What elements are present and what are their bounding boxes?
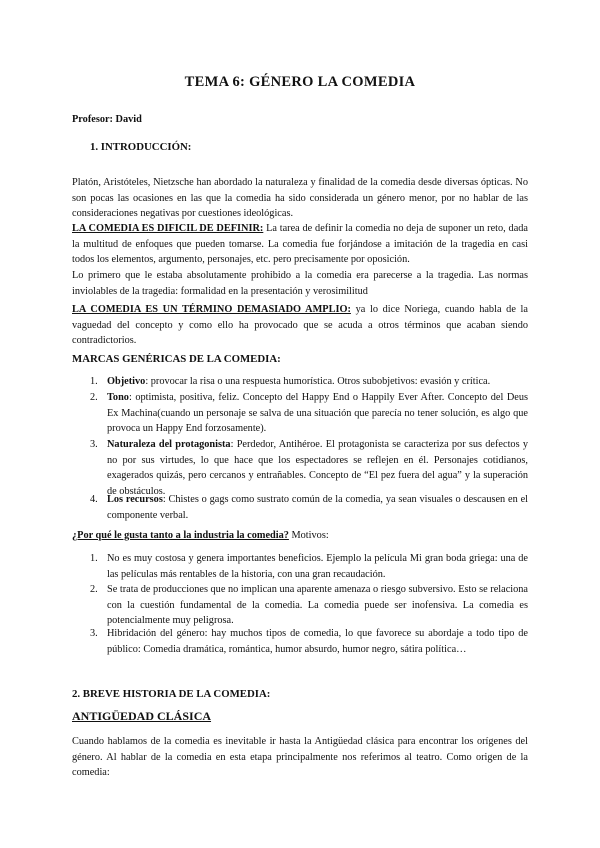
difficult-lead: LA COMEDIA ES DIFICIL DE DEFINIR: xyxy=(72,223,264,234)
mark-text: : Perdedor, Antihéroe. El protagonista se caracteriza por sus defectos y no por sus virtudes, lo que hace que los espectadores se reflejen en él. Personajes cotidianos, exagerados quizás, pero cercanos y entrañables. Concepto de “El pez fuera del agua” y la superación de obstáculos. xyxy=(107,439,528,497)
mark-term: Objetivo xyxy=(107,376,146,387)
difficult-text: La tarea de definir la comedia no deja de suponer un reto, dada la multitud de enfoques que pueden tomarse. La comedia fue forjándose a imitación de la tragedia en casi todos los elementos, argumento, personajes, etc. pero precisamente por oposición. xyxy=(72,223,528,265)
document-title: TEMA 6: GÉNERO LA COMEDIA xyxy=(184,74,416,90)
broad-lead: LA COMEDIA ES UN TÉRMINO DEMASIADO AMPLIO: xyxy=(72,304,351,315)
marks-heading: MARCAS GENÉRICAS DE LA COMEDIA: xyxy=(72,353,281,365)
why-paragraph xyxy=(72,528,528,544)
antiquity-paragraph: Cuando hablamos de la comedia es inevitable ir hasta la Antigüedad clásica para encontrar los orígenes del género. Al hablar de la comedia en esta etapa principalmente nos referimos al teatro. Como origen de la comedia: xyxy=(72,736,528,778)
intro-paragraph: Platón, Aristóteles, Nietzsche han abordado la naturaleza y finalidad de la comedia desde diversas ópticas. No son pocas las ocasiones en las que la comedia ha sido considerada un género menor, por no hablar de las consideraciones negativas por cuestiones ideológicas. xyxy=(72,177,528,219)
mark-term: Naturaleza del protagonista xyxy=(107,439,231,450)
reason-item: Hibridación del género: hay muchos tipos de comedia, lo que favorece su abordaje a todo tipo de público: Comedia dramática, romántica, humor absurdo, humor negro, sátira política… xyxy=(107,628,528,655)
antiquity-heading: ANTIGÜEDAD CLÁSICA xyxy=(72,709,212,723)
mark-number: 1. xyxy=(90,376,98,387)
mark-term: Los recursos xyxy=(107,494,163,505)
mark-item xyxy=(107,437,528,499)
why-text: Motivos: xyxy=(288,530,329,541)
mark-text: : provocar la risa o una respuesta humorística. Otros subobjetivos: evasión y crítica. xyxy=(145,376,491,387)
professor-line: Profesor: David xyxy=(72,114,142,125)
reason-item: Se trata de producciones que no implican una aparente amenaza o riesgo subversivo. Esto se relaciona con la cuestión fundamental de la comedia. La comedia puede ser inofensiva. La comedia es potencialmente muy peligrosa. xyxy=(107,584,528,626)
mark-number: 2. xyxy=(90,392,98,403)
mark-text: : Chistes o gags como sustrato común de la comedia, ya sean visuales o descausen en el componente verbal. xyxy=(107,494,528,521)
reason-number: 3. xyxy=(90,628,98,639)
mark-item xyxy=(107,374,528,390)
mark-text: : optimista, positiva, feliz. Concepto del Happy End o Happily Ever After. Concepto del Deus Ex Machina(cuando un personaje se salva de una situación que parecía no tener solución, es algo que provoca un Happy End forzosamente). xyxy=(107,392,528,434)
mark-number: 3. xyxy=(90,439,98,450)
section-1-heading: 1. INTRODUCCIÓN: xyxy=(90,141,192,153)
mark-number: 4. xyxy=(90,494,98,505)
why-question: ¿Por qué le gusta tanto a la industria la comedia? xyxy=(72,530,289,541)
mark-term: Tono xyxy=(107,392,129,403)
forbidden-paragraph: Lo primero que le estaba absolutamente prohibido a la comedia era parecerse a la tragedia. Las normas inviolables de la tragedia: formalidad en la presentación y verosimilitud xyxy=(72,270,528,297)
reason-number: 1. xyxy=(90,553,98,564)
broad-text: ya lo dice Noriega, cuando habla de la vaguedad del concepto y como ello ha provocado que se acuda a otros términos que acaban siendo contradictorios. xyxy=(72,304,528,346)
mark-item xyxy=(107,492,528,523)
difficult-paragraph xyxy=(72,221,528,268)
mark-item xyxy=(107,390,528,437)
broad-paragraph xyxy=(72,302,528,349)
reason-number: 2. xyxy=(90,584,98,595)
section-2-heading: 2. BREVE HISTORIA DE LA COMEDIA: xyxy=(72,688,271,700)
reason-item: No es muy costosa y genera importantes beneficios. Ejemplo la película Mi gran boda griega: una de las películas más rentables de la historia, con una gran recaudación. xyxy=(107,553,528,580)
